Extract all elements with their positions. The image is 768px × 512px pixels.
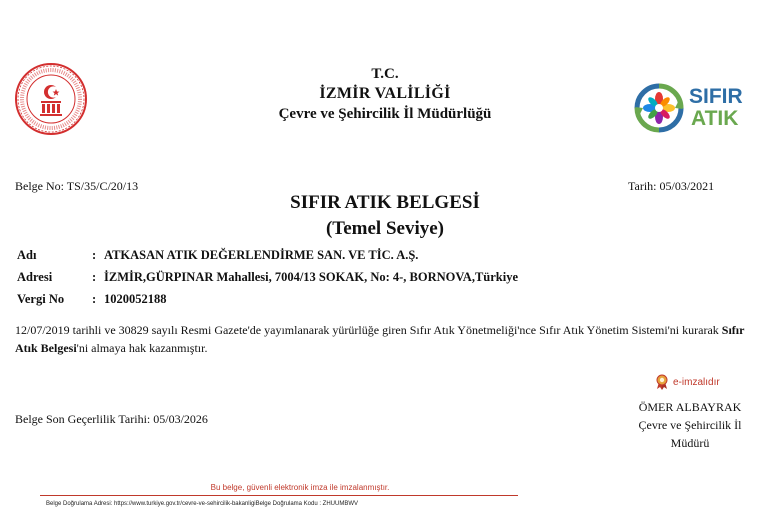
company-address: İZMİR,GÜRPINAR Mahallesi, 7004/13 SOKAK, No: 4-, BORNOVA,Türkiye bbox=[104, 269, 519, 284]
sifir-atik-logo bbox=[633, 82, 757, 134]
footer-divider bbox=[40, 495, 518, 496]
certificate-statement bbox=[15, 321, 755, 357]
document-number: Belge No: TS/35/C/20/13 bbox=[15, 179, 139, 193]
ministry-seal-icon bbox=[14, 62, 88, 136]
field-name-row bbox=[17, 244, 518, 266]
e-signature-label: e-imzalıdır bbox=[673, 376, 720, 388]
logo-word-sifir: SIFIR bbox=[689, 85, 743, 108]
signer-title-line1: Çevre ve Şehircilik İl bbox=[638, 418, 742, 432]
field-separator: : bbox=[92, 247, 97, 262]
tax-number: 1020052188 bbox=[104, 291, 167, 306]
certificate-title-level: (Temel Seviye) bbox=[325, 218, 445, 239]
e-signature-badge bbox=[655, 374, 720, 390]
verification-address: Belge Doğrulama Adresi: https://www.turkiye.gov.tr/cevre-ve-sehircilik-bakanligiBelge Doğrulama Kodu : ZHUUMBWV bbox=[46, 501, 359, 507]
statement-text: 12/07/2019 tarihli ve 30829 sayılı Resmi Gazete'de yayımlanarak yürürlüğe giren Sıfır Atık Yönetmeliği'nce Sıfır Atık Yönetim Sistemi'ni kurarak bbox=[15, 323, 722, 337]
company-name: ATKASAN ATIK DEĞERLENDİRME SAN. VE TİC. A.Ş. bbox=[104, 247, 419, 262]
certificate-title-main: SIFIR ATIK BELGESİ bbox=[290, 192, 480, 213]
field-separator: : bbox=[92, 291, 97, 306]
ministry-header bbox=[180, 64, 590, 124]
validity-date: Belge Son Geçerlilik Tarihi: 05/03/2026 bbox=[15, 412, 208, 426]
logo-word-atik: ATIK bbox=[691, 107, 739, 130]
field-label: Adı bbox=[17, 247, 37, 262]
statement-text-end: 'ni almaya hak kazanmıştır. bbox=[76, 341, 208, 355]
field-tax-row bbox=[17, 288, 518, 310]
field-address-row bbox=[17, 266, 518, 288]
field-label: Adresi bbox=[17, 269, 53, 284]
field-label: Vergi No bbox=[17, 291, 65, 306]
signatory bbox=[615, 398, 765, 452]
statement-bold: Sıfır Atık Belgesi bbox=[15, 323, 745, 355]
award-ribbon-icon bbox=[655, 374, 669, 390]
field-separator: : bbox=[92, 269, 97, 284]
header-line-directorate: Çevre ve Şehircilik İl Müdürlüğü bbox=[278, 106, 492, 122]
recycle-flower-icon bbox=[633, 82, 685, 134]
company-info bbox=[17, 244, 518, 310]
e-signature-note: Bu belge, güvenli elektronik imza ile imzalanmıştır. bbox=[210, 483, 390, 492]
header-line-governorship: İZMİR VALİLİĞİ bbox=[319, 85, 451, 102]
certificate-title bbox=[180, 190, 590, 242]
signer-name: ÖMER ALBAYRAK bbox=[638, 400, 742, 414]
signer-title-line2: Müdürü bbox=[670, 436, 710, 450]
document-date: Tarih: 05/03/2021 bbox=[628, 179, 715, 193]
header-line-tc: T.C. bbox=[371, 66, 399, 82]
